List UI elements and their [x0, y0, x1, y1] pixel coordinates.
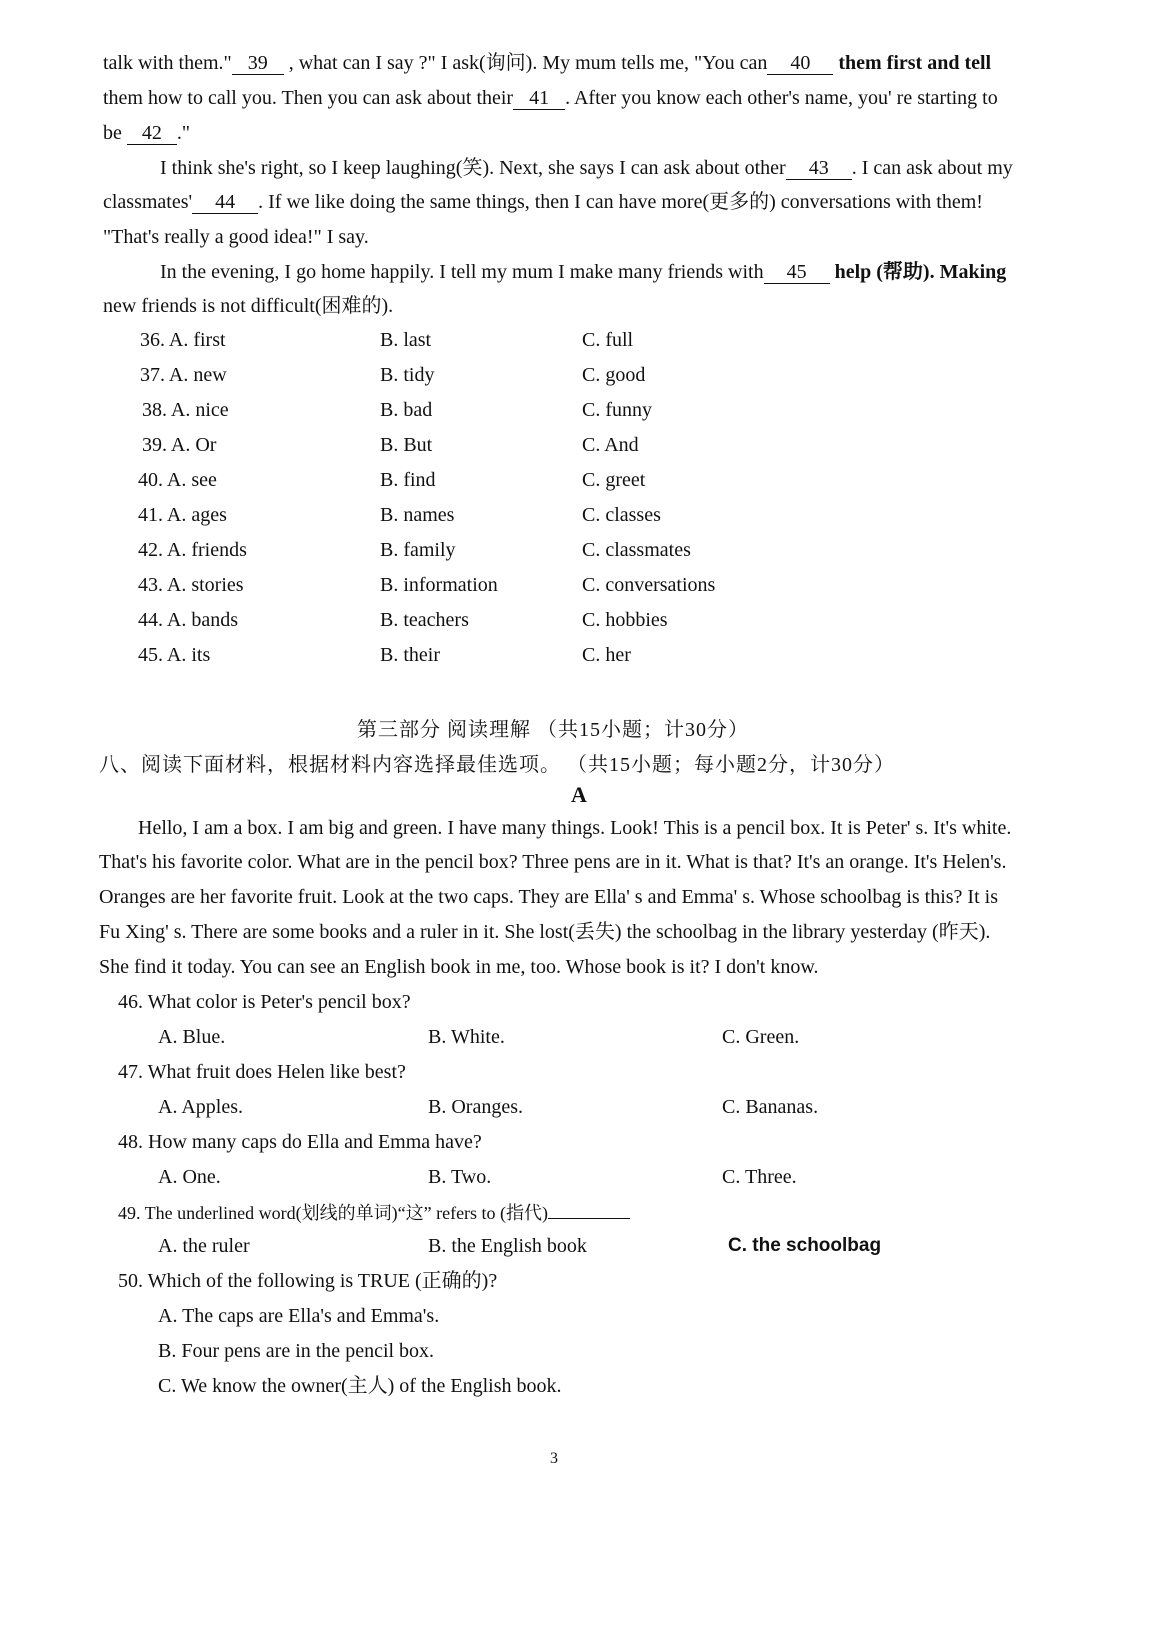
question-49: [118, 1198, 630, 1226]
passage-text: them first and tell: [838, 52, 992, 74]
passage-text: classmates': [103, 191, 193, 213]
blank-49: [548, 1198, 630, 1219]
question-50-option-c: C. We know the owner(主人) of the English book.: [158, 1375, 562, 1397]
option-a: 37. A. new: [140, 364, 227, 386]
passage-line-4: [160, 155, 1013, 181]
option-c: C. full: [582, 329, 634, 351]
passage-text: . After you know each other's name, you' re starting to: [565, 87, 998, 109]
option-a: 40. A. see: [138, 469, 217, 491]
reading-text: She find it today. You can see an English book in me, too. Whose book is it? I don't know.: [99, 956, 819, 978]
option-c: C. conversations: [582, 574, 716, 596]
option-row-36: [0, 327, 1156, 353]
reading-text: Hello, I am a box. I am big and green. I have many things. Look! This is a pencil box. It is Peter' s. It's white.: [138, 817, 1012, 839]
question-50-option-b: B. Four pens are in the pencil box.: [158, 1340, 435, 1362]
option-b: B. last: [380, 329, 432, 351]
passage-text: help (帮助). Making: [834, 261, 1007, 283]
option-c: C. And: [582, 434, 639, 456]
option-b: B. bad: [380, 399, 433, 421]
option-row-37: [0, 362, 1156, 388]
option-b: B. names: [380, 504, 455, 526]
question-46-options: [0, 1024, 1156, 1050]
option-b: B. tidy: [380, 364, 435, 386]
passage-line-7: [160, 259, 1006, 285]
reading-line-2: [99, 849, 1006, 875]
passage-text: "That's really a good idea!" I say.: [103, 226, 369, 248]
option-a: A. Apples.: [158, 1096, 243, 1118]
option-row-44: [0, 607, 1156, 633]
option-b: B. White.: [428, 1026, 505, 1048]
option-a: 39. A. Or: [142, 434, 217, 456]
passage-text: In the evening, I go home happily. I tell my mum I make many friends with: [160, 261, 764, 283]
passage-text: be: [103, 122, 122, 144]
question-50-option-a: A. The caps are Ella's and Emma's.: [158, 1305, 440, 1327]
option-b: B. information: [380, 574, 498, 596]
option-row-38: [0, 397, 1156, 423]
passage-line-1: [103, 50, 991, 76]
passage-text: them how to call you. Then you can ask about their: [103, 87, 514, 109]
blank-40: 40: [767, 52, 833, 75]
option-c: C. hobbies: [582, 609, 668, 631]
page-number: 3: [550, 1450, 558, 1467]
blank-45: 45: [764, 261, 830, 284]
option-b: B. find: [380, 469, 436, 491]
option-b: B. But: [380, 434, 433, 456]
passage-line-3: [103, 120, 190, 146]
reading-text: That's his favorite color. What are in the pencil box? Three pens are in it. What is that? It's an orange. It's Helen's.: [99, 851, 1007, 873]
passage-text: .": [176, 122, 191, 144]
option-a: 38. A. nice: [142, 399, 229, 421]
question-47-options: [0, 1094, 1156, 1120]
reading-line-3: [99, 884, 998, 910]
passage-text: talk with them.": [103, 52, 232, 74]
question-48-options: [0, 1164, 1156, 1190]
passage-line-6: [103, 224, 369, 250]
option-b: B. Oranges.: [428, 1096, 523, 1118]
passage-text: , what can I say ?" I ask(询问). My mum tells me, "You can: [288, 52, 768, 74]
reading-line-5: [99, 954, 818, 980]
option-c: C. classes: [582, 504, 661, 526]
option-a: 44. A. bands: [138, 609, 238, 631]
option-row-42: [0, 537, 1156, 563]
blank-44: 44: [192, 191, 258, 214]
option-a: A. Blue.: [158, 1026, 226, 1048]
blank-43: 43: [786, 157, 852, 180]
option-b: B. Two.: [428, 1166, 492, 1188]
question-48: 48. How many caps do Ella and Emma have?: [118, 1131, 482, 1153]
section-title: 第三部分 阅读理解 （共15小题；计30分）: [357, 719, 749, 741]
passage-text: . If we like doing the same things, then I can have more(更多的) conversations with them!: [258, 191, 983, 213]
option-a: 42. A. friends: [138, 539, 247, 561]
option-b: B. family: [380, 539, 456, 561]
passage-line-8: [103, 293, 393, 319]
option-row-39: [0, 432, 1156, 458]
option-b: B. teachers: [380, 609, 469, 631]
option-a: 41. A. ages: [138, 504, 227, 526]
option-c: C. funny: [582, 399, 652, 421]
option-b: B. the English book: [428, 1235, 587, 1257]
reading-line-4: [99, 919, 990, 945]
passage-line-5: [103, 189, 983, 215]
blank-39: 39: [232, 52, 284, 75]
question-50: 50. Which of the following is TRUE (正确的)?: [118, 1270, 498, 1292]
reading-text: Oranges are her favorite fruit. Look at the two caps. They are Ella' s and Emma' s. Whose schoolbag is this? It is: [99, 886, 998, 908]
option-c: C. Bananas.: [722, 1096, 819, 1118]
passage-text: . I can ask about my: [851, 157, 1013, 179]
question-46: 46. What color is Peter's pencil box?: [118, 991, 411, 1013]
option-c: C. classmates: [582, 539, 691, 561]
blank-41: 41: [513, 87, 565, 110]
option-row-43: [0, 572, 1156, 598]
option-row-41: [0, 502, 1156, 528]
section-instruction: 八、阅读下面材料，根据材料内容选择最佳选项。 （共15小题；每小题2分，计30分）: [99, 754, 895, 776]
passage-text: new friends is not difficult(困难的).: [103, 295, 394, 317]
option-row-40: [0, 467, 1156, 493]
option-a: 36. A. first: [140, 329, 226, 351]
passage-text: I think she's right, so I keep laughing(笑). Next, she says I can ask about other: [160, 157, 786, 179]
passage-line-2: [103, 85, 998, 111]
option-a: A. One.: [158, 1166, 221, 1188]
option-row-45: [0, 642, 1156, 668]
option-c: C. good: [582, 364, 646, 386]
option-c: C. her: [582, 644, 631, 666]
question-49-options: [0, 1233, 1156, 1259]
option-c: C. Three.: [722, 1166, 797, 1188]
option-a: A. the ruler: [158, 1235, 250, 1257]
passage-letter: A: [571, 782, 587, 807]
reading-line-1: [138, 815, 1011, 841]
question-49-stem: 49. The underlined word(划线的单词)“这” refers to (指代): [118, 1203, 549, 1223]
option-c: C. greet: [582, 469, 646, 491]
blank-42: 42: [127, 122, 177, 145]
option-c: C. Green.: [722, 1026, 800, 1048]
question-47: 47. What fruit does Helen like best?: [118, 1061, 406, 1083]
option-c: C. the schoolbag: [728, 1235, 882, 1256]
option-a: 43. A. stories: [138, 574, 244, 596]
option-a: 45. A. its: [138, 644, 211, 666]
option-b: B. their: [380, 644, 440, 666]
reading-text: Fu Xing' s. There are some books and a ruler in it. She lost(丢失) the schoolbag in the library yesterday (昨天).: [99, 921, 991, 943]
